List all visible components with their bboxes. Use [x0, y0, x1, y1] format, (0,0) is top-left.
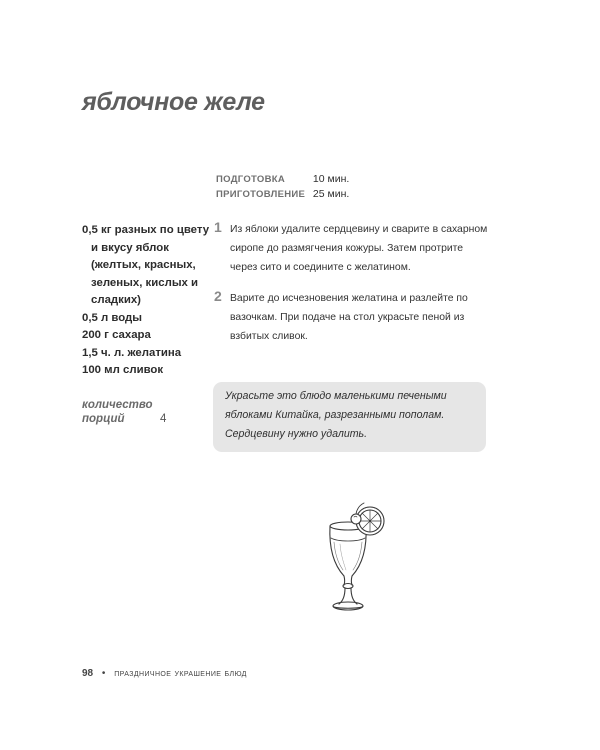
- ingredient-item: 200 г сахара: [82, 329, 151, 341]
- servings-block: [82, 398, 172, 426]
- step-item: [214, 220, 490, 277]
- step-text: Варите до исчезновения желатина и разлейте по вазочкам. При подаче на стол украсьте пеной из взбитых сливок.: [230, 293, 468, 342]
- footer-separator: •: [101, 668, 106, 679]
- timing-row-prep: [216, 172, 349, 187]
- recipe-title: яблочное желе: [82, 88, 265, 116]
- ingredient-item: 0,5 л воды: [82, 311, 143, 324]
- page-footer: [82, 668, 247, 679]
- timing-label: ПОДГОТОВКА: [216, 174, 285, 185]
- step-text: Из яблоки удалите сердцевину и сварите в сахарном сиропе до размягчения кожуры. Затем протрите через сито и соедините с желатином.: [230, 224, 488, 273]
- step-number: 1: [214, 219, 222, 235]
- page-number: 98: [82, 668, 94, 679]
- step-item: [214, 289, 490, 346]
- timing-row-cook: [216, 187, 349, 202]
- tip-box: Украсьте это блюдо маленькими печеными яблоками Китайка, разрезанными пополам. Сердцевину нужно удалить.: [213, 382, 486, 452]
- steps-list: [214, 220, 490, 358]
- servings-label: количество порций: [82, 399, 153, 425]
- ingredient-item: 100 мл сливок: [82, 364, 164, 376]
- section-title: праздничное украшение блюд: [114, 668, 247, 679]
- ingredients-list: [82, 222, 210, 380]
- timing-block: [216, 172, 349, 202]
- ingredient-item: 1,5 ч. л. желатина: [82, 346, 182, 359]
- dessert-glass-icon: [318, 500, 398, 618]
- timing-value: 25 мин.: [312, 188, 350, 200]
- servings-count: 4: [160, 413, 167, 425]
- ingredient-item: 0,5 кг разных по цвету и вкусу яблок (желтых, красных, зеленых, кислых и сладких): [82, 224, 210, 306]
- timing-value: 10 мин.: [312, 173, 350, 185]
- step-number: 2: [214, 288, 222, 304]
- timing-label: ПРИГОТОВЛЕНИЕ: [216, 189, 306, 200]
